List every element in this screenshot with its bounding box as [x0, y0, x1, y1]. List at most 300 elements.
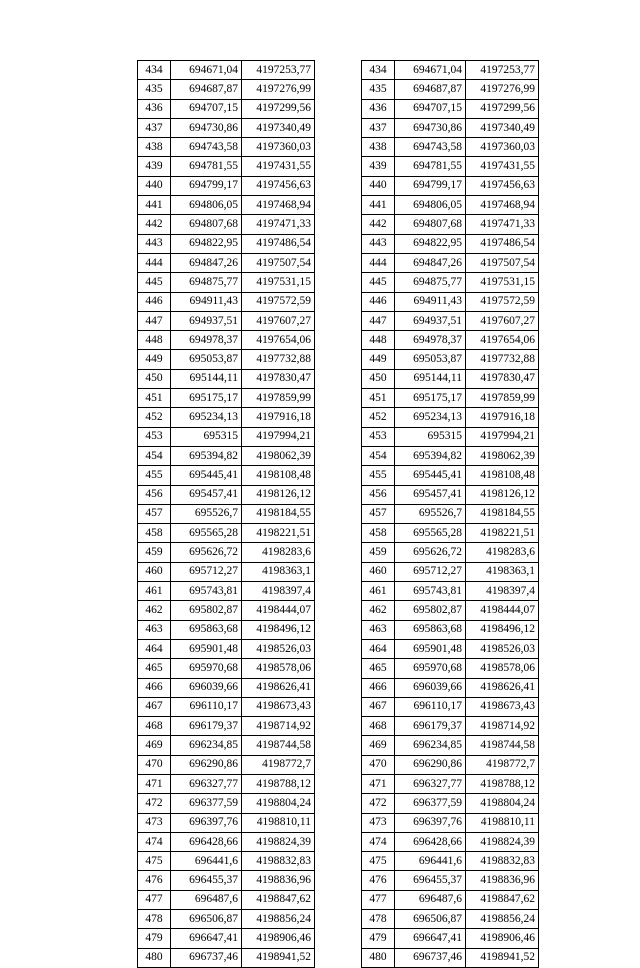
table-row: [138, 755, 315, 774]
y-coordinate-cell: 4197830,47: [242, 369, 315, 388]
y-coordinate-cell: 4198626,41: [242, 678, 315, 697]
y-coordinate-cell: 4197340,49: [466, 118, 539, 137]
y-coordinate-cell: 4198941,52: [466, 948, 539, 967]
y-coordinate-cell: 4198856,24: [466, 910, 539, 929]
x-coordinate-cell: 694847,26: [171, 253, 242, 272]
y-coordinate-cell: 4197572,59: [466, 292, 539, 311]
point-number-cell: 476: [138, 871, 171, 890]
y-coordinate-cell: 4197830,47: [466, 369, 539, 388]
x-coordinate-cell: 695394,82: [395, 446, 466, 465]
table-row: [138, 562, 315, 581]
coordinates-table-right: [361, 60, 539, 968]
point-number-cell: 469: [138, 736, 171, 755]
table-row: [362, 292, 539, 311]
y-coordinate-cell: 4198856,24: [242, 910, 315, 929]
table-row: [138, 389, 315, 408]
point-number-cell: 451: [138, 389, 171, 408]
x-coordinate-cell: 694781,55: [395, 157, 466, 176]
x-coordinate-cell: 695970,68: [395, 659, 466, 678]
table-row: [362, 774, 539, 793]
x-coordinate-cell: 695315: [171, 427, 242, 446]
y-coordinate-cell: 4198363,1: [242, 562, 315, 581]
point-number-cell: 445: [362, 273, 395, 292]
x-coordinate-cell: 695175,17: [395, 389, 466, 408]
x-coordinate-cell: 694911,43: [171, 292, 242, 311]
point-number-cell: 445: [138, 273, 171, 292]
y-coordinate-cell: 4197431,55: [242, 157, 315, 176]
x-coordinate-cell: 694806,05: [171, 196, 242, 215]
point-number-cell: 448: [138, 331, 171, 350]
table-row: [138, 543, 315, 562]
y-coordinate-cell: 4197732,88: [466, 350, 539, 369]
point-number-cell: 446: [138, 292, 171, 311]
table-row: [362, 524, 539, 543]
x-coordinate-cell: 695743,81: [171, 582, 242, 601]
point-number-cell: 443: [138, 234, 171, 253]
y-coordinate-cell: 4197468,94: [242, 196, 315, 215]
point-number-cell: 453: [362, 427, 395, 446]
point-number-cell: 476: [362, 871, 395, 890]
coordinates-table-body: [138, 61, 315, 968]
y-coordinate-cell: 4197572,59: [242, 292, 315, 311]
x-coordinate-cell: 695863,68: [171, 620, 242, 639]
y-coordinate-cell: 4198847,62: [242, 890, 315, 909]
point-number-cell: 447: [138, 311, 171, 330]
x-coordinate-cell: 695712,27: [171, 562, 242, 581]
y-coordinate-cell: 4197916,18: [242, 408, 315, 427]
point-number-cell: 456: [362, 485, 395, 504]
point-number-cell: 474: [138, 832, 171, 851]
table-row: [362, 215, 539, 234]
y-coordinate-cell: 4197531,15: [466, 273, 539, 292]
point-number-cell: 435: [362, 80, 395, 99]
table-row: [362, 466, 539, 485]
x-coordinate-cell: 696039,66: [395, 678, 466, 697]
y-coordinate-cell: 4198221,51: [242, 524, 315, 543]
point-number-cell: 444: [138, 253, 171, 272]
y-coordinate-cell: 4197859,99: [242, 389, 315, 408]
y-coordinate-cell: 4197360,03: [242, 138, 315, 157]
table-row: [362, 253, 539, 272]
table-row: [362, 138, 539, 157]
x-coordinate-cell: 694687,87: [395, 80, 466, 99]
table-row: [362, 118, 539, 137]
y-coordinate-cell: 4198906,46: [466, 929, 539, 948]
point-number-cell: 452: [362, 408, 395, 427]
point-number-cell: 473: [138, 813, 171, 832]
table-row: [362, 852, 539, 871]
point-number-cell: 442: [362, 215, 395, 234]
point-number-cell: 454: [138, 446, 171, 465]
table-row: [138, 929, 315, 948]
y-coordinate-cell: 4197276,99: [466, 80, 539, 99]
table-row: [362, 234, 539, 253]
x-coordinate-cell: 694847,26: [395, 253, 466, 272]
table-row: [362, 794, 539, 813]
y-coordinate-cell: 4198221,51: [466, 524, 539, 543]
table-row: [362, 485, 539, 504]
table-row: [362, 273, 539, 292]
y-coordinate-cell: 4197276,99: [242, 80, 315, 99]
point-number-cell: 461: [138, 582, 171, 601]
x-coordinate-cell: 696327,77: [171, 774, 242, 793]
y-coordinate-cell: 4198283,6: [466, 543, 539, 562]
x-coordinate-cell: 696506,87: [395, 910, 466, 929]
point-number-cell: 462: [138, 601, 171, 620]
point-number-cell: 478: [362, 910, 395, 929]
y-coordinate-cell: 4197253,77: [466, 61, 539, 80]
y-coordinate-cell: 4197654,06: [242, 331, 315, 350]
table-row: [362, 620, 539, 639]
table-row: [138, 832, 315, 851]
table-row: [362, 929, 539, 948]
table-row: [362, 311, 539, 330]
x-coordinate-cell: 696179,37: [171, 717, 242, 736]
y-coordinate-cell: 4197916,18: [466, 408, 539, 427]
point-number-cell: 459: [362, 543, 395, 562]
x-coordinate-cell: 694937,51: [171, 311, 242, 330]
point-number-cell: 467: [138, 697, 171, 716]
x-coordinate-cell: 695526,7: [171, 504, 242, 523]
y-coordinate-cell: 4198578,06: [242, 659, 315, 678]
y-coordinate-cell: 4197471,33: [242, 215, 315, 234]
table-row: [138, 485, 315, 504]
y-coordinate-cell: 4198832,83: [242, 852, 315, 871]
table-row: [138, 234, 315, 253]
table-row: [362, 350, 539, 369]
x-coordinate-cell: 695457,41: [171, 485, 242, 504]
table-row: [138, 678, 315, 697]
table-row: [138, 582, 315, 601]
table-row: [138, 80, 315, 99]
point-number-cell: 438: [362, 138, 395, 157]
point-number-cell: 474: [362, 832, 395, 851]
y-coordinate-cell: 4197531,15: [242, 273, 315, 292]
point-number-cell: 440: [362, 176, 395, 195]
table-row: [362, 601, 539, 620]
table-row: [138, 138, 315, 157]
x-coordinate-cell: 695394,82: [171, 446, 242, 465]
y-coordinate-cell: 4198673,43: [242, 697, 315, 716]
y-coordinate-cell: 4198810,11: [242, 813, 315, 832]
x-coordinate-cell: 694875,77: [395, 273, 466, 292]
table-row: [138, 408, 315, 427]
y-coordinate-cell: 4198397,4: [466, 582, 539, 601]
point-number-cell: 467: [362, 697, 395, 716]
x-coordinate-cell: 695743,81: [395, 582, 466, 601]
table-row: [362, 755, 539, 774]
y-coordinate-cell: 4198578,06: [466, 659, 539, 678]
table-row: [138, 157, 315, 176]
x-coordinate-cell: 696487,6: [395, 890, 466, 909]
x-coordinate-cell: 696039,66: [171, 678, 242, 697]
table-row: [138, 910, 315, 929]
point-number-cell: 469: [362, 736, 395, 755]
coordinates-table-left: [137, 60, 315, 968]
x-coordinate-cell: 696179,37: [395, 717, 466, 736]
y-coordinate-cell: 4197507,54: [466, 253, 539, 272]
table-row: [138, 601, 315, 620]
point-number-cell: 440: [138, 176, 171, 195]
table-row: [362, 61, 539, 80]
x-coordinate-cell: 694671,04: [395, 61, 466, 80]
x-coordinate-cell: 696428,66: [395, 832, 466, 851]
table-row: [138, 176, 315, 195]
y-coordinate-cell: 4198673,43: [466, 697, 539, 716]
table-row: [138, 118, 315, 137]
x-coordinate-cell: 695234,13: [395, 408, 466, 427]
x-coordinate-cell: 694781,55: [171, 157, 242, 176]
table-row: [138, 620, 315, 639]
y-coordinate-cell: 4197456,63: [242, 176, 315, 195]
y-coordinate-cell: 4198804,24: [242, 794, 315, 813]
y-coordinate-cell: 4198824,39: [242, 832, 315, 851]
point-number-cell: 441: [138, 196, 171, 215]
x-coordinate-cell: 694743,58: [171, 138, 242, 157]
point-number-cell: 475: [362, 852, 395, 871]
point-number-cell: 436: [138, 99, 171, 118]
x-coordinate-cell: 695445,41: [171, 466, 242, 485]
x-coordinate-cell: 695901,48: [395, 639, 466, 658]
point-number-cell: 460: [138, 562, 171, 581]
table-row: [362, 389, 539, 408]
point-number-cell: 444: [362, 253, 395, 272]
table-row: [138, 253, 315, 272]
x-coordinate-cell: 696428,66: [171, 832, 242, 851]
y-coordinate-cell: 4198496,12: [466, 620, 539, 639]
x-coordinate-cell: 695802,87: [171, 601, 242, 620]
y-coordinate-cell: 4198363,1: [466, 562, 539, 581]
table-row: [138, 446, 315, 465]
y-coordinate-cell: 4198906,46: [242, 929, 315, 948]
x-coordinate-cell: 694978,37: [395, 331, 466, 350]
y-coordinate-cell: 4197431,55: [466, 157, 539, 176]
x-coordinate-cell: 694707,15: [171, 99, 242, 118]
point-number-cell: 443: [362, 234, 395, 253]
point-number-cell: 470: [138, 755, 171, 774]
y-coordinate-cell: 4197299,56: [466, 99, 539, 118]
point-number-cell: 451: [362, 389, 395, 408]
point-number-cell: 480: [362, 948, 395, 967]
y-coordinate-cell: 4197607,27: [466, 311, 539, 330]
x-coordinate-cell: 695315: [395, 427, 466, 446]
x-coordinate-cell: 695802,87: [395, 601, 466, 620]
table-row: [362, 659, 539, 678]
table-row: [138, 504, 315, 523]
x-coordinate-cell: 695144,11: [171, 369, 242, 388]
x-coordinate-cell: 695565,28: [171, 524, 242, 543]
table-row: [138, 852, 315, 871]
y-coordinate-cell: 4197360,03: [466, 138, 539, 157]
x-coordinate-cell: 694707,15: [395, 99, 466, 118]
table-row: [362, 639, 539, 658]
point-number-cell: 471: [138, 774, 171, 793]
y-coordinate-cell: 4197732,88: [242, 350, 315, 369]
table-row: [138, 890, 315, 909]
x-coordinate-cell: 694687,87: [171, 80, 242, 99]
point-number-cell: 471: [362, 774, 395, 793]
y-coordinate-cell: 4198108,48: [242, 466, 315, 485]
y-coordinate-cell: 4198824,39: [466, 832, 539, 851]
x-coordinate-cell: 694822,95: [395, 234, 466, 253]
table-row: [138, 466, 315, 485]
point-number-cell: 477: [362, 890, 395, 909]
y-coordinate-cell: 4198444,07: [466, 601, 539, 620]
point-number-cell: 449: [362, 350, 395, 369]
point-number-cell: 447: [362, 311, 395, 330]
x-coordinate-cell: 696110,17: [171, 697, 242, 716]
x-coordinate-cell: 696290,86: [395, 755, 466, 774]
y-coordinate-cell: 4197507,54: [242, 253, 315, 272]
point-number-cell: 459: [138, 543, 171, 562]
x-coordinate-cell: 695053,87: [171, 350, 242, 369]
table-row: [362, 446, 539, 465]
table-row: [362, 427, 539, 446]
table-row: [362, 910, 539, 929]
point-number-cell: 480: [138, 948, 171, 967]
point-number-cell: 437: [362, 118, 395, 137]
point-number-cell: 466: [138, 678, 171, 697]
x-coordinate-cell: 694822,95: [171, 234, 242, 253]
table-row: [362, 813, 539, 832]
point-number-cell: 457: [138, 504, 171, 523]
table-row: [362, 697, 539, 716]
x-coordinate-cell: 694911,43: [395, 292, 466, 311]
x-coordinate-cell: 695970,68: [171, 659, 242, 678]
x-coordinate-cell: 694807,68: [395, 215, 466, 234]
point-number-cell: 434: [138, 61, 171, 80]
x-coordinate-cell: 695144,11: [395, 369, 466, 388]
x-coordinate-cell: 695712,27: [395, 562, 466, 581]
point-number-cell: 454: [362, 446, 395, 465]
y-coordinate-cell: 4197994,21: [242, 427, 315, 446]
point-number-cell: 465: [362, 659, 395, 678]
table-row: [362, 948, 539, 967]
x-coordinate-cell: 695626,72: [395, 543, 466, 562]
point-number-cell: 453: [138, 427, 171, 446]
point-number-cell: 468: [362, 717, 395, 736]
table-row: [362, 80, 539, 99]
point-number-cell: 457: [362, 504, 395, 523]
y-coordinate-cell: 4198283,6: [242, 543, 315, 562]
point-number-cell: 478: [138, 910, 171, 929]
x-coordinate-cell: 696441,6: [171, 852, 242, 871]
y-coordinate-cell: 4198772,7: [242, 755, 315, 774]
point-number-cell: 463: [362, 620, 395, 639]
x-coordinate-cell: 695565,28: [395, 524, 466, 543]
y-coordinate-cell: 4198788,12: [242, 774, 315, 793]
table-row: [362, 99, 539, 118]
table-row: [362, 331, 539, 350]
point-number-cell: 446: [362, 292, 395, 311]
table-row: [362, 408, 539, 427]
x-coordinate-cell: 694806,05: [395, 196, 466, 215]
y-coordinate-cell: 4198836,96: [466, 871, 539, 890]
x-coordinate-cell: 694937,51: [395, 311, 466, 330]
point-number-cell: 468: [138, 717, 171, 736]
table-row: [138, 311, 315, 330]
point-number-cell: 479: [138, 929, 171, 948]
x-coordinate-cell: 695175,17: [171, 389, 242, 408]
point-number-cell: 472: [138, 794, 171, 813]
point-number-cell: 458: [138, 524, 171, 543]
y-coordinate-cell: 4198810,11: [466, 813, 539, 832]
point-number-cell: 448: [362, 331, 395, 350]
x-coordinate-cell: 696234,85: [171, 736, 242, 755]
x-coordinate-cell: 696647,41: [395, 929, 466, 948]
table-row: [138, 61, 315, 80]
y-coordinate-cell: 4198062,39: [242, 446, 315, 465]
point-number-cell: 439: [362, 157, 395, 176]
table-row: [138, 697, 315, 716]
point-number-cell: 470: [362, 755, 395, 774]
y-coordinate-cell: 4197654,06: [466, 331, 539, 350]
point-number-cell: 441: [362, 196, 395, 215]
y-coordinate-cell: 4198397,4: [242, 582, 315, 601]
table-row: [138, 331, 315, 350]
point-number-cell: 435: [138, 80, 171, 99]
x-coordinate-cell: 694799,17: [171, 176, 242, 195]
point-number-cell: 479: [362, 929, 395, 948]
table-row: [138, 215, 315, 234]
y-coordinate-cell: 4198526,03: [242, 639, 315, 658]
y-coordinate-cell: 4198126,12: [466, 485, 539, 504]
table-row: [138, 369, 315, 388]
x-coordinate-cell: 695526,7: [395, 504, 466, 523]
y-coordinate-cell: 4197607,27: [242, 311, 315, 330]
point-number-cell: 449: [138, 350, 171, 369]
table-row: [362, 582, 539, 601]
x-coordinate-cell: 696455,37: [395, 871, 466, 890]
x-coordinate-cell: 695901,48: [171, 639, 242, 658]
y-coordinate-cell: 4198772,7: [466, 755, 539, 774]
table-row: [138, 774, 315, 793]
x-coordinate-cell: 696397,76: [395, 813, 466, 832]
y-coordinate-cell: 4197471,33: [466, 215, 539, 234]
y-coordinate-cell: 4198126,12: [242, 485, 315, 504]
x-coordinate-cell: 696377,59: [395, 794, 466, 813]
table-row: [138, 350, 315, 369]
table-row: [138, 794, 315, 813]
x-coordinate-cell: 696441,6: [395, 852, 466, 871]
y-coordinate-cell: 4197456,63: [466, 176, 539, 195]
table-row: [138, 196, 315, 215]
y-coordinate-cell: 4197994,21: [466, 427, 539, 446]
point-number-cell: 460: [362, 562, 395, 581]
x-coordinate-cell: 696110,17: [395, 697, 466, 716]
table-row: [138, 99, 315, 118]
table-row: [362, 543, 539, 562]
y-coordinate-cell: 4197253,77: [242, 61, 315, 80]
x-coordinate-cell: 694875,77: [171, 273, 242, 292]
table-row: [362, 504, 539, 523]
x-coordinate-cell: 694807,68: [171, 215, 242, 234]
table-row: [362, 832, 539, 851]
x-coordinate-cell: 696487,6: [171, 890, 242, 909]
y-coordinate-cell: 4198526,03: [466, 639, 539, 658]
y-coordinate-cell: 4198714,92: [242, 717, 315, 736]
x-coordinate-cell: 694671,04: [171, 61, 242, 80]
y-coordinate-cell: 4197859,99: [466, 389, 539, 408]
x-coordinate-cell: 696377,59: [171, 794, 242, 813]
x-coordinate-cell: 696290,86: [171, 755, 242, 774]
point-number-cell: 463: [138, 620, 171, 639]
table-row: [362, 369, 539, 388]
x-coordinate-cell: 696506,87: [171, 910, 242, 929]
point-number-cell: 475: [138, 852, 171, 871]
x-coordinate-cell: 694743,58: [395, 138, 466, 157]
point-number-cell: 477: [138, 890, 171, 909]
